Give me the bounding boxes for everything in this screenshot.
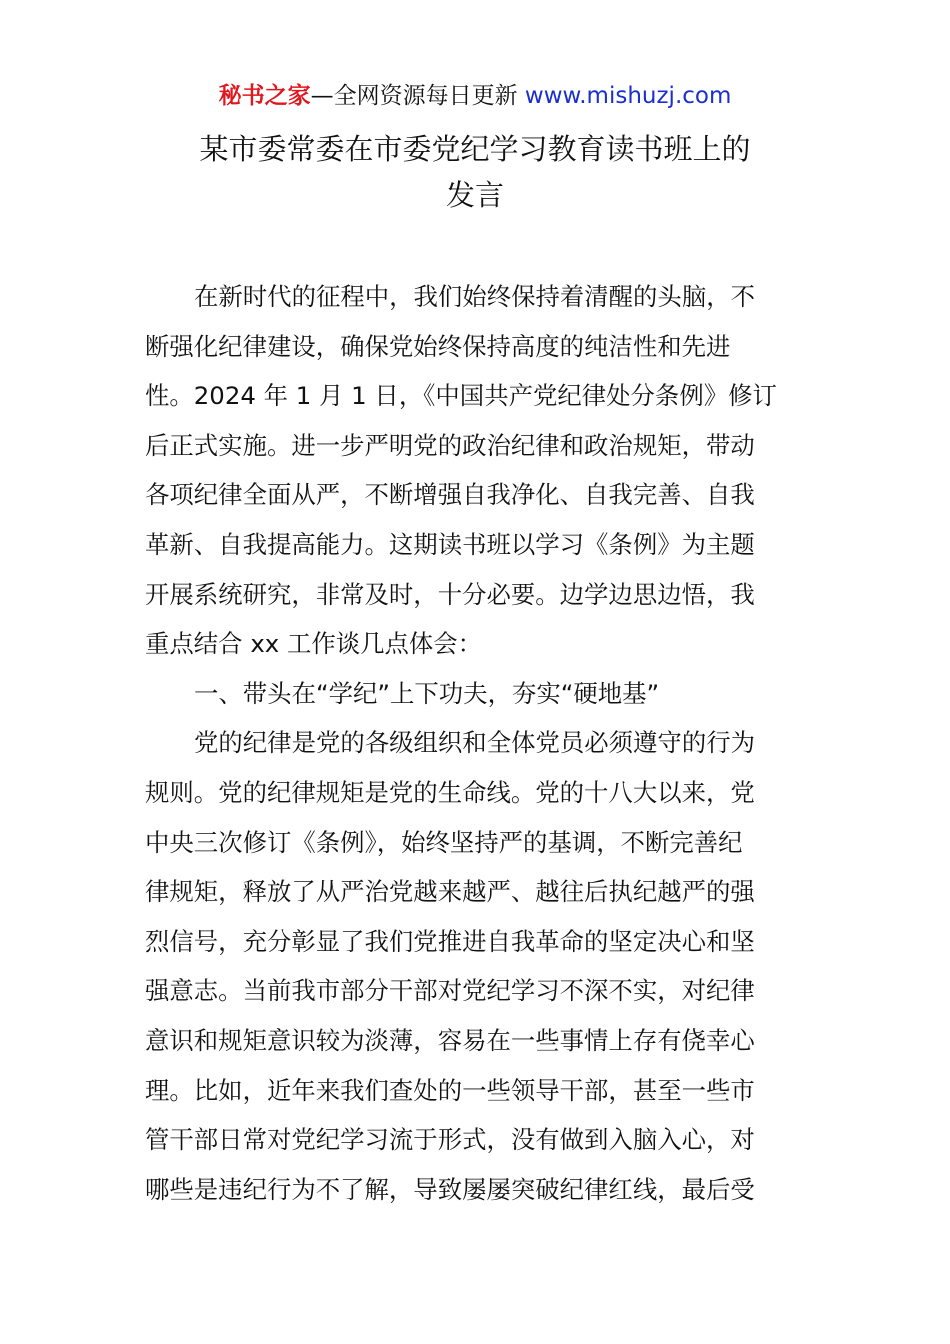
body-line: 党的纪律是党的各级组织和全体党员必须遵守的行为	[194, 728, 755, 758]
document-title	[0, 126, 950, 218]
site-url-link[interactable]: www.mishuzj.com	[524, 83, 732, 109]
body-line: 律规矩，释放了从严治党越来越严、越往后执纪越严的强	[145, 877, 755, 907]
body-line: 在新时代的征程中，我们始终保持着清醒的头脑，不	[194, 282, 755, 311]
body-line: 断强化纪律建设，确保党始终保持高度的纯洁性和先进	[145, 331, 731, 361]
body-line: 革新、自我提高能力。这期读书班以学习《条例》为主题	[145, 529, 755, 559]
body-line: 烈信号，充分彰显了我们党推进自我革命的坚定决心和坚	[145, 926, 755, 956]
body-line: 哪些是违纪行为不了解，导致屡屡突破纪律红线，最后受	[145, 1174, 755, 1204]
title-line-2: 发言	[445, 178, 504, 212]
document-body	[145, 272, 807, 1214]
header-slogan: —全网资源每日更新	[310, 83, 525, 109]
body-line: 中央三次修订《条例》，始终坚持严的基调，不断完善纪	[145, 827, 743, 857]
body-line: 性。2024 年 1 月 1 日，《中国共产党纪律处分条例》修订	[145, 381, 777, 411]
body-line: 后正式实施。进一步严明党的政治纪律和政治规矩，带动	[145, 430, 755, 460]
body-line: 理。比如，近年来我们查处的一些领导干部，甚至一些市	[145, 1075, 755, 1105]
body-line: 规则。党的纪律规矩是党的生命线。党的十八大以来，党	[145, 777, 755, 807]
body-line: 重点结合 xx 工作谈几点体会：	[145, 629, 483, 659]
section-heading: 一、带头在“学纪”上下功夫，夯实“硬地基”	[194, 678, 660, 708]
body-line: 意识和规矩意识较为淡薄，容易在一些事情上存有侥幸心	[145, 1025, 755, 1055]
body-line: 各项纪律全面从严，不断增强自我净化、自我完善、自我	[145, 480, 755, 510]
body-line: 开展系统研究，非常及时，十分必要。边学边思边悟，我	[145, 579, 755, 609]
body-line: 管干部日常对党纪学习流于形式，没有做到入脑入心，对	[145, 1125, 755, 1155]
body-line: 强意志。当前我市部分干部对党纪学习不深不实，对纪律	[145, 976, 755, 1006]
title-line-1: 某市委常委在市委党纪学习教育读书班上的	[199, 132, 751, 166]
brand-name: 秘书之家	[218, 83, 311, 109]
site-header	[0, 80, 950, 112]
